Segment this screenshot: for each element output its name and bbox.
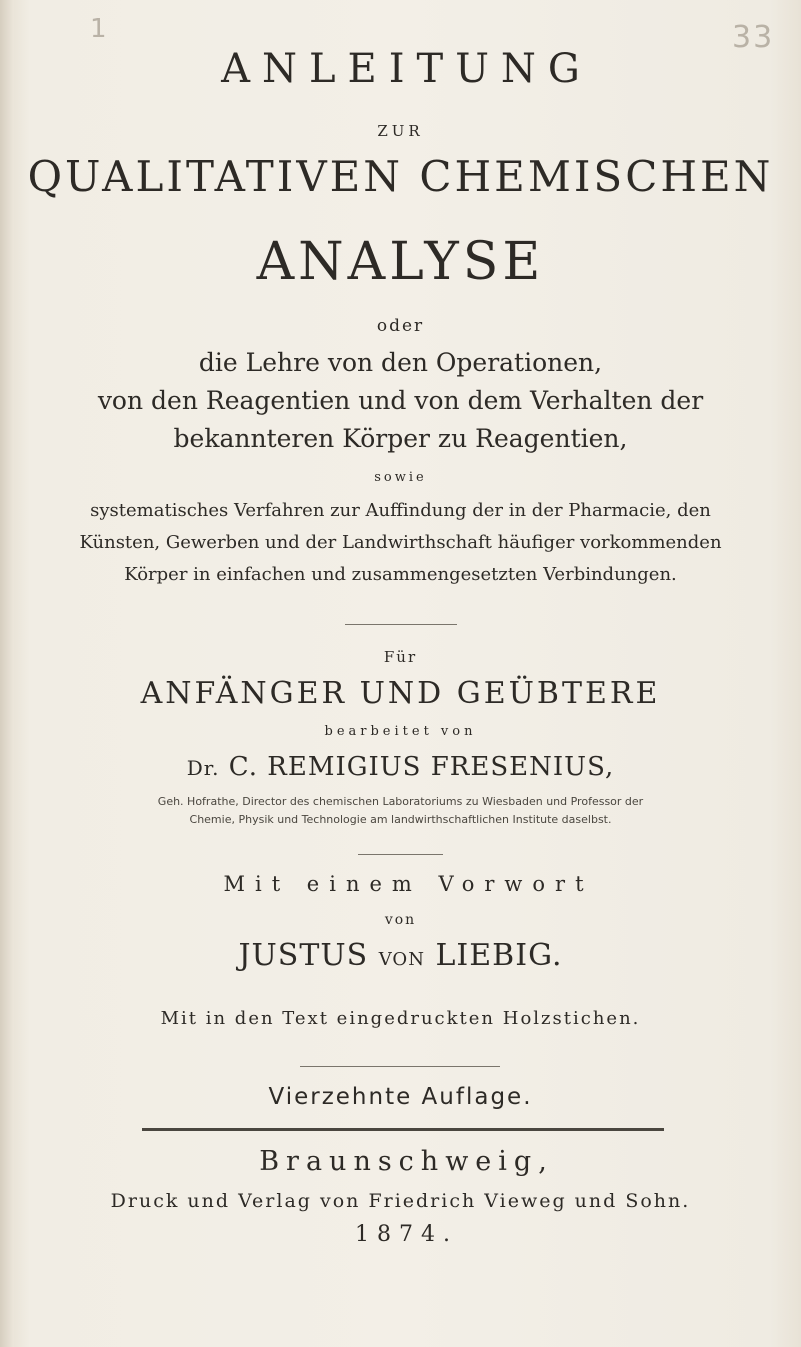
- word-fuer: Für: [383, 648, 418, 666]
- author-desc-2: Chemie, Physik und Technologie am landwirthschaftlichen Institute daselbst.: [189, 813, 612, 826]
- imprint-publisher: Druck und Verlag von Friedrich Vieweg und Sohn.: [110, 1190, 691, 1212]
- illustrations-note: Mit in den Text eingedruckten Holzstichen.: [160, 1008, 641, 1029]
- page-edge: [0, 0, 14, 1347]
- bearbeitet-von: bearbeitet von: [324, 724, 477, 739]
- preface-line: Mit einem Vorwort: [223, 872, 594, 896]
- divider-2: [358, 854, 443, 855]
- subtitle-para-2: Künsten, Gewerben und der Landwirthschaft häufiger vorkommenden: [79, 532, 722, 553]
- title-zur: ZUR: [377, 122, 424, 140]
- preface-first-name: JUSTUS: [238, 938, 369, 973]
- author-desc-1: Geh. Hofrathe, Director des chemischen Laboratoriums zu Wiesbaden und Professor der: [157, 795, 644, 808]
- subtitle-line-1: die Lehre von den Operationen,: [198, 348, 603, 377]
- author-name: C. REMIGIUS FRESENIUS,: [228, 752, 615, 782]
- divider-thick: [142, 1128, 664, 1131]
- title-analyse: ANALYSE: [256, 232, 545, 292]
- title-anleitung: ANLEITUNG: [221, 46, 592, 92]
- divider-1: [345, 624, 457, 625]
- pencil-mark-right: 33: [732, 20, 775, 55]
- subtitle-para-1: systematisches Verfahren zur Auffindung der in der Pharmacie, den: [90, 500, 711, 521]
- subtitle-para-3: Körper in einfachen und zusammengesetzten Verbindungen.: [124, 564, 677, 585]
- pencil-mark-left: 1: [90, 14, 107, 44]
- preface-von: VON: [378, 949, 425, 970]
- title-qualitativen-chemischen: QUALITATIVEN CHEMISCHEN: [27, 152, 774, 201]
- word-von: von: [384, 912, 417, 928]
- author-prefix: Dr.: [186, 756, 220, 780]
- edition: Vierzehnte Auflage.: [268, 1084, 533, 1110]
- imprint-city: Braunschweig,: [259, 1146, 554, 1177]
- word-oder: oder: [376, 316, 425, 336]
- preface-author: [0, 938, 801, 973]
- preface-last-name: LIEBIG.: [435, 938, 563, 973]
- subtitle-line-3: bekannteren Körper zu Reagentien,: [173, 424, 628, 453]
- word-sowie: sowie: [374, 470, 427, 485]
- author-line: [0, 752, 801, 782]
- audience-headline: ANFÄNGER UND GEÜBTERE: [140, 676, 661, 711]
- imprint-year: 1874.: [355, 1222, 458, 1247]
- divider-3: [300, 1066, 500, 1067]
- subtitle-line-2: von den Reagentien und von dem Verhalten der: [97, 386, 704, 415]
